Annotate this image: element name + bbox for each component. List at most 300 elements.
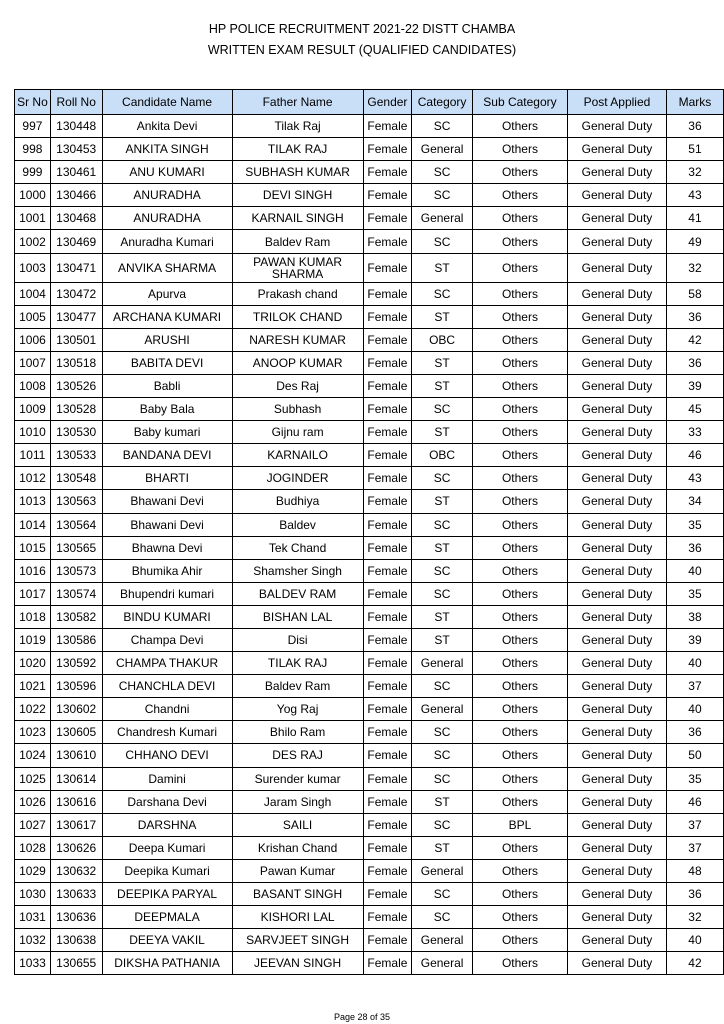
table-cell: 1002	[15, 230, 51, 253]
table-row	[15, 490, 724, 513]
table-cell: Female	[363, 790, 412, 813]
table-row	[15, 305, 724, 328]
table-cell: Female	[363, 138, 412, 161]
table-cell: PAWAN KUMAR SHARMA	[232, 253, 363, 282]
table-cell: Female	[363, 906, 412, 929]
table-cell: General Duty	[568, 929, 667, 952]
table-cell: 130471	[50, 253, 102, 282]
table-cell: General Duty	[568, 374, 667, 397]
table-cell: General	[412, 138, 473, 161]
table-cell: General Duty	[568, 161, 667, 184]
table-cell: 1019	[15, 628, 51, 651]
table-cell: ST	[412, 605, 473, 628]
table-cell: Others	[472, 559, 567, 582]
table-cell: SC	[412, 467, 473, 490]
column-header: Gender	[363, 90, 412, 115]
table-cell: Female	[363, 513, 412, 536]
table-cell: SC	[412, 767, 473, 790]
table-cell: ANOOP KUMAR	[232, 351, 363, 374]
table-cell: Others	[472, 184, 567, 207]
table-cell: 58	[666, 282, 723, 305]
table-row	[15, 421, 724, 444]
table-cell: Bhupendri kumari	[102, 582, 232, 605]
table-cell: BANDANA DEVI	[102, 444, 232, 467]
table-cell: 1013	[15, 490, 51, 513]
table-cell: DES RAJ	[232, 744, 363, 767]
table-cell: Tilak Raj	[232, 115, 363, 138]
table-cell: Babli	[102, 374, 232, 397]
table-row	[15, 859, 724, 882]
table-cell: Others	[472, 138, 567, 161]
table-cell: Des Raj	[232, 374, 363, 397]
table-cell: Female	[363, 582, 412, 605]
table-cell: 130617	[50, 813, 102, 836]
table-cell: Others	[472, 351, 567, 374]
table-cell: General Duty	[568, 253, 667, 282]
table-cell: General Duty	[568, 813, 667, 836]
table-row	[15, 184, 724, 207]
table-cell: 1024	[15, 744, 51, 767]
table-cell: Baldev	[232, 513, 363, 536]
table-cell: Female	[363, 282, 412, 305]
table-row	[15, 559, 724, 582]
table-cell: Pawan Kumar	[232, 859, 363, 882]
table-cell: 130563	[50, 490, 102, 513]
table-cell: Budhiya	[232, 490, 363, 513]
table-cell: 35	[666, 767, 723, 790]
table-cell: 130472	[50, 282, 102, 305]
table-cell: Female	[363, 161, 412, 184]
table-cell: TILAK RAJ	[232, 138, 363, 161]
table-cell: Others	[472, 161, 567, 184]
table-cell: 42	[666, 328, 723, 351]
table-cell: ST	[412, 351, 473, 374]
table-cell: General Duty	[568, 652, 667, 675]
table-cell: Bhawani Devi	[102, 490, 232, 513]
table-cell: BISHAN LAL	[232, 605, 363, 628]
table-cell: 1032	[15, 929, 51, 952]
table-row	[15, 605, 724, 628]
document-title: HP POLICE RECRUITMENT 2021-22 DISTT CHAMBA	[208, 22, 516, 36]
table-cell: 1029	[15, 859, 51, 882]
table-cell: 39	[666, 628, 723, 651]
table-cell: 130610	[50, 744, 102, 767]
table-cell: 39	[666, 374, 723, 397]
table-cell: 130528	[50, 398, 102, 421]
table-cell: Female	[363, 628, 412, 651]
table-cell: Female	[363, 859, 412, 882]
table-cell: Tek Chand	[232, 536, 363, 559]
table-cell: 36	[666, 883, 723, 906]
table-cell: ST	[412, 836, 473, 859]
table-cell: General Duty	[568, 675, 667, 698]
table-cell: Yog Raj	[232, 698, 363, 721]
table-cell: Others	[472, 744, 567, 767]
table-cell: Female	[363, 698, 412, 721]
table-cell: 130633	[50, 883, 102, 906]
table-cell: Others	[472, 605, 567, 628]
table-cell: Others	[472, 467, 567, 490]
table-row	[15, 444, 724, 467]
table-row	[15, 628, 724, 651]
table-header-row	[15, 90, 724, 115]
table-cell: CHHANO DEVI	[102, 744, 232, 767]
table-cell: 130477	[50, 305, 102, 328]
table-cell: Others	[472, 952, 567, 975]
table-cell: BABITA DEVI	[102, 351, 232, 374]
table-cell: OBC	[412, 444, 473, 467]
table-row	[15, 374, 724, 397]
table-row	[15, 161, 724, 184]
table-cell: 130565	[50, 536, 102, 559]
table-cell: SC	[412, 161, 473, 184]
table-cell: ST	[412, 536, 473, 559]
table-cell: Female	[363, 398, 412, 421]
table-row	[15, 906, 724, 929]
table-cell: General Duty	[568, 628, 667, 651]
table-cell: Deepika Kumari	[102, 859, 232, 882]
table-row	[15, 328, 724, 351]
table-cell: Surender kumar	[232, 767, 363, 790]
table-cell: 38	[666, 605, 723, 628]
table-row	[15, 652, 724, 675]
table-cell: Others	[472, 883, 567, 906]
column-header: Post Applied	[568, 90, 667, 115]
table-cell: 130518	[50, 351, 102, 374]
table-cell: 1022	[15, 698, 51, 721]
table-cell: 130616	[50, 790, 102, 813]
table-cell: Anuradha Kumari	[102, 230, 232, 253]
column-header: Sr No	[15, 90, 51, 115]
table-cell: Female	[363, 115, 412, 138]
table-cell: ARCHANA KUMARI	[102, 305, 232, 328]
table-row	[15, 253, 724, 282]
table-cell: Others	[472, 513, 567, 536]
table-cell: General Duty	[568, 490, 667, 513]
table-cell: 130453	[50, 138, 102, 161]
table-cell: Disi	[232, 628, 363, 651]
table-cell: BINDU KUMARI	[102, 605, 232, 628]
table-cell: General Duty	[568, 790, 667, 813]
table-cell: 1015	[15, 536, 51, 559]
table-cell: 1003	[15, 253, 51, 282]
table-cell: 33	[666, 421, 723, 444]
table-row	[15, 351, 724, 374]
table-cell: Female	[363, 536, 412, 559]
table-cell: ANURADHA	[102, 184, 232, 207]
table-cell: 1004	[15, 282, 51, 305]
table-cell: 43	[666, 184, 723, 207]
table-cell: Female	[363, 559, 412, 582]
table-cell: Female	[363, 490, 412, 513]
table-row	[15, 398, 724, 421]
table-cell: Female	[363, 444, 412, 467]
table-cell: General Duty	[568, 698, 667, 721]
table-cell: Others	[472, 253, 567, 282]
table-cell: General Duty	[568, 721, 667, 744]
table-cell: Others	[472, 906, 567, 929]
table-cell: TRILOK CHAND	[232, 305, 363, 328]
table-cell: 36	[666, 721, 723, 744]
table-cell: Baldev Ram	[232, 230, 363, 253]
table-cell: Others	[472, 398, 567, 421]
table-cell: General Duty	[568, 513, 667, 536]
table-cell: Others	[472, 859, 567, 882]
table-cell: Others	[472, 207, 567, 230]
table-cell: 40	[666, 698, 723, 721]
table-cell: 130592	[50, 652, 102, 675]
table-cell: 1020	[15, 652, 51, 675]
table-cell: Female	[363, 836, 412, 859]
table-cell: SARVJEET SINGH	[232, 929, 363, 952]
table-cell: 130586	[50, 628, 102, 651]
table-cell: 1001	[15, 207, 51, 230]
table-cell: 1028	[15, 836, 51, 859]
table-cell: 49	[666, 230, 723, 253]
table-cell: General Duty	[568, 351, 667, 374]
table-cell: Female	[363, 351, 412, 374]
table-cell: General Duty	[568, 207, 667, 230]
table-cell: General Duty	[568, 836, 667, 859]
table-cell: Female	[363, 328, 412, 351]
table-cell: BASANT SINGH	[232, 883, 363, 906]
table-row	[15, 207, 724, 230]
table-cell: Female	[363, 952, 412, 975]
table-cell: SC	[412, 883, 473, 906]
table-cell: KARNAILO	[232, 444, 363, 467]
table-cell: Others	[472, 444, 567, 467]
table-cell: Bhawna Devi	[102, 536, 232, 559]
table-cell: SC	[412, 906, 473, 929]
page-number: Page 28 of 35	[333, 1012, 391, 1022]
table-cell: General Duty	[568, 859, 667, 882]
table-cell: Female	[363, 253, 412, 282]
table-row	[15, 138, 724, 161]
table-cell: Prakash chand	[232, 282, 363, 305]
table-cell: General Duty	[568, 605, 667, 628]
table-cell: CHANCHLA DEVI	[102, 675, 232, 698]
table-cell: Others	[472, 421, 567, 444]
table-cell: Bhawani Devi	[102, 513, 232, 536]
table-cell: Others	[472, 790, 567, 813]
table-cell: Others	[472, 767, 567, 790]
table-cell: 998	[15, 138, 51, 161]
table-cell: ANVIKA SHARMA	[102, 253, 232, 282]
table-cell: Deepa Kumari	[102, 836, 232, 859]
table-cell: General	[412, 859, 473, 882]
table-cell: General Duty	[568, 444, 667, 467]
table-cell: SC	[412, 184, 473, 207]
table-cell: General Duty	[568, 582, 667, 605]
table-cell: General Duty	[568, 138, 667, 161]
table-cell: SC	[412, 282, 473, 305]
table-cell: Others	[472, 582, 567, 605]
table-cell: ST	[412, 790, 473, 813]
table-cell: DIKSHA PATHANIA	[102, 952, 232, 975]
table-cell: 1026	[15, 790, 51, 813]
table-cell: SC	[412, 398, 473, 421]
table-cell: Shamsher Singh	[232, 559, 363, 582]
table-cell: Subhash	[232, 398, 363, 421]
table-cell: 130582	[50, 605, 102, 628]
table-cell: 37	[666, 813, 723, 836]
table-cell: OBC	[412, 328, 473, 351]
table-cell: Female	[363, 813, 412, 836]
table-cell: Female	[363, 374, 412, 397]
table-cell: Darshana Devi	[102, 790, 232, 813]
table-row	[15, 883, 724, 906]
table-cell: Female	[363, 929, 412, 952]
column-header: Sub Category	[472, 90, 567, 115]
table-cell: 130596	[50, 675, 102, 698]
table-cell: General Duty	[568, 744, 667, 767]
table-cell: Ankita Devi	[102, 115, 232, 138]
table-cell: 1018	[15, 605, 51, 628]
table-cell: Bhumika Ahir	[102, 559, 232, 582]
table-cell: ST	[412, 628, 473, 651]
table-cell: ANU KUMARI	[102, 161, 232, 184]
table-cell: General Duty	[568, 398, 667, 421]
table-row	[15, 767, 724, 790]
table-cell: 1017	[15, 582, 51, 605]
table-cell: ST	[412, 253, 473, 282]
table-cell: Female	[363, 421, 412, 444]
table-cell: 37	[666, 675, 723, 698]
column-header: Category	[412, 90, 473, 115]
table-cell: Others	[472, 115, 567, 138]
table-cell: 41	[666, 207, 723, 230]
table-row	[15, 582, 724, 605]
table-cell: Female	[363, 184, 412, 207]
table-cell: Female	[363, 605, 412, 628]
table-cell: 35	[666, 582, 723, 605]
table-cell: Gijnu ram	[232, 421, 363, 444]
table-cell: 51	[666, 138, 723, 161]
table-cell: 36	[666, 305, 723, 328]
table-cell: 1005	[15, 305, 51, 328]
table-cell: 36	[666, 351, 723, 374]
table-cell: Others	[472, 230, 567, 253]
table-cell: 32	[666, 253, 723, 282]
table-cell: 1031	[15, 906, 51, 929]
table-cell: Female	[363, 675, 412, 698]
column-header: Father Name	[232, 90, 363, 115]
table-cell: 40	[666, 929, 723, 952]
table-cell: General Duty	[568, 305, 667, 328]
table-row	[15, 675, 724, 698]
table-cell: 1000	[15, 184, 51, 207]
table-cell: 130632	[50, 859, 102, 882]
table-cell: 34	[666, 490, 723, 513]
table-cell: General	[412, 929, 473, 952]
table-cell: Jaram Singh	[232, 790, 363, 813]
table-row	[15, 230, 724, 253]
table-cell: SC	[412, 675, 473, 698]
table-cell: Female	[363, 721, 412, 744]
table-cell: SC	[412, 513, 473, 536]
table-cell: 1014	[15, 513, 51, 536]
table-cell: 997	[15, 115, 51, 138]
table-cell: ARUSHI	[102, 328, 232, 351]
table-cell: 36	[666, 536, 723, 559]
table-cell: General Duty	[568, 230, 667, 253]
table-row	[15, 744, 724, 767]
column-header: Marks	[666, 90, 723, 115]
table-cell: 130468	[50, 207, 102, 230]
table-cell: 130526	[50, 374, 102, 397]
table-cell: General Duty	[568, 282, 667, 305]
table-cell: 1010	[15, 421, 51, 444]
table-cell: 43	[666, 467, 723, 490]
table-row	[15, 115, 724, 138]
results-table	[14, 89, 724, 975]
column-header: Roll No	[50, 90, 102, 115]
table-cell: Female	[363, 467, 412, 490]
table-cell: SC	[412, 559, 473, 582]
table-cell: 130461	[50, 161, 102, 184]
table-cell: 40	[666, 559, 723, 582]
table-cell: BPL	[472, 813, 567, 836]
table-cell: General	[412, 207, 473, 230]
table-cell: 1009	[15, 398, 51, 421]
table-cell: ST	[412, 305, 473, 328]
table-cell: Others	[472, 836, 567, 859]
table-cell: General Duty	[568, 906, 667, 929]
table-cell: 45	[666, 398, 723, 421]
table-cell: 48	[666, 859, 723, 882]
table-cell: 130530	[50, 421, 102, 444]
table-cell: Female	[363, 767, 412, 790]
table-cell: SC	[412, 115, 473, 138]
table-cell: Female	[363, 883, 412, 906]
table-cell: 42	[666, 952, 723, 975]
table-cell: Others	[472, 652, 567, 675]
table-cell: Baby Bala	[102, 398, 232, 421]
table-cell: Others	[472, 628, 567, 651]
table-cell: Others	[472, 490, 567, 513]
table-cell: Others	[472, 929, 567, 952]
table-cell: General Duty	[568, 184, 667, 207]
table-cell: Others	[472, 675, 567, 698]
table-cell: Female	[363, 305, 412, 328]
table-cell: 130533	[50, 444, 102, 467]
table-cell: 1021	[15, 675, 51, 698]
table-cell: Baby kumari	[102, 421, 232, 444]
table-row	[15, 929, 724, 952]
table-cell: 999	[15, 161, 51, 184]
table-cell: General	[412, 698, 473, 721]
table-cell: ST	[412, 374, 473, 397]
table-cell: SC	[412, 582, 473, 605]
table-cell: General Duty	[568, 115, 667, 138]
table-cell: SUBHASH KUMAR	[232, 161, 363, 184]
table-cell: 46	[666, 790, 723, 813]
table-cell: DEEYA VAKIL	[102, 929, 232, 952]
table-row	[15, 952, 724, 975]
table-cell: 37	[666, 836, 723, 859]
table-cell: 130448	[50, 115, 102, 138]
table-cell: 1007	[15, 351, 51, 374]
table-cell: General	[412, 952, 473, 975]
table-cell: SC	[412, 721, 473, 744]
table-cell: SAILI	[232, 813, 363, 836]
table-cell: 130626	[50, 836, 102, 859]
table-cell: Others	[472, 698, 567, 721]
table-cell: 130602	[50, 698, 102, 721]
table-cell: 130469	[50, 230, 102, 253]
table-cell: DEVI SINGH	[232, 184, 363, 207]
table-row	[15, 790, 724, 813]
